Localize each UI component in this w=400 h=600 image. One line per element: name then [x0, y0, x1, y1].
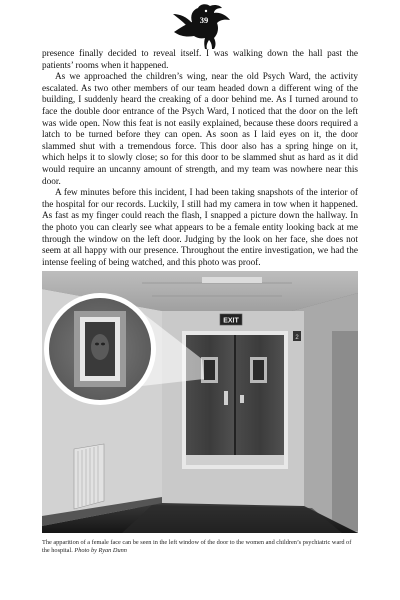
room-sign-text: 2 — [295, 335, 299, 341]
paragraph: A few minutes before this incident, I had been taking snapshots of the interior of the hospital for our records. Luckily, I still had my camera in tow when it happened. As fast as my finger could reach the flash, I snapped a picture down the hallway. In the photo you can clearly see what appears to be a female entity looking back at me through the window on the left door. Judging by the look on her face, she does not seem at all happy with our presence. Throughout the entire investigation, we had the intense feeling of being watched, and this photo was proof. — [42, 188, 358, 268]
double-door — [186, 335, 284, 465]
hallway-photo — [42, 271, 358, 533]
paragraph: As we approached the children’s wing, near the old Psych Ward, the activity escalated. As two other members of our team headed down a different wing of the building, I suddenly heard the creaking of a door behind me. As I turned around to face the double door entrance of the Psych Ward, I noticed that the door on the left was wide open. Now this feat is not easily explained, because these doors required a latch to be turned before they can open. As soon as I laid eyes on it, the door slammed shut with a tremendous force. This door also has a spring hinge on it, which helps it to slowly close; so for this door to be slammed shut as hard as it did would require an uncanny amount of strength, and my team was nowhere near this door. — [42, 72, 358, 187]
caption-credit: Photo by Ryan Dunn — [74, 547, 127, 555]
caption-text: The apparition of a female face can be seen in the left window of the door to the women and children’s psychiatric ward of the hospital. — [42, 539, 352, 555]
body-text — [42, 49, 358, 269]
exit-sign-text: EXIT — [223, 317, 239, 325]
page-number: 39 — [199, 15, 209, 25]
photo-caption — [42, 539, 358, 555]
magnified-window-inset — [44, 293, 156, 405]
crow-silhouette-icon — [170, 2, 232, 50]
paragraph: presence finally decided to reveal itself. I was walking down the hall past the patients’ rooms when it happened. — [42, 49, 358, 71]
page-header — [0, 0, 400, 52]
wall-radiator — [74, 444, 104, 509]
